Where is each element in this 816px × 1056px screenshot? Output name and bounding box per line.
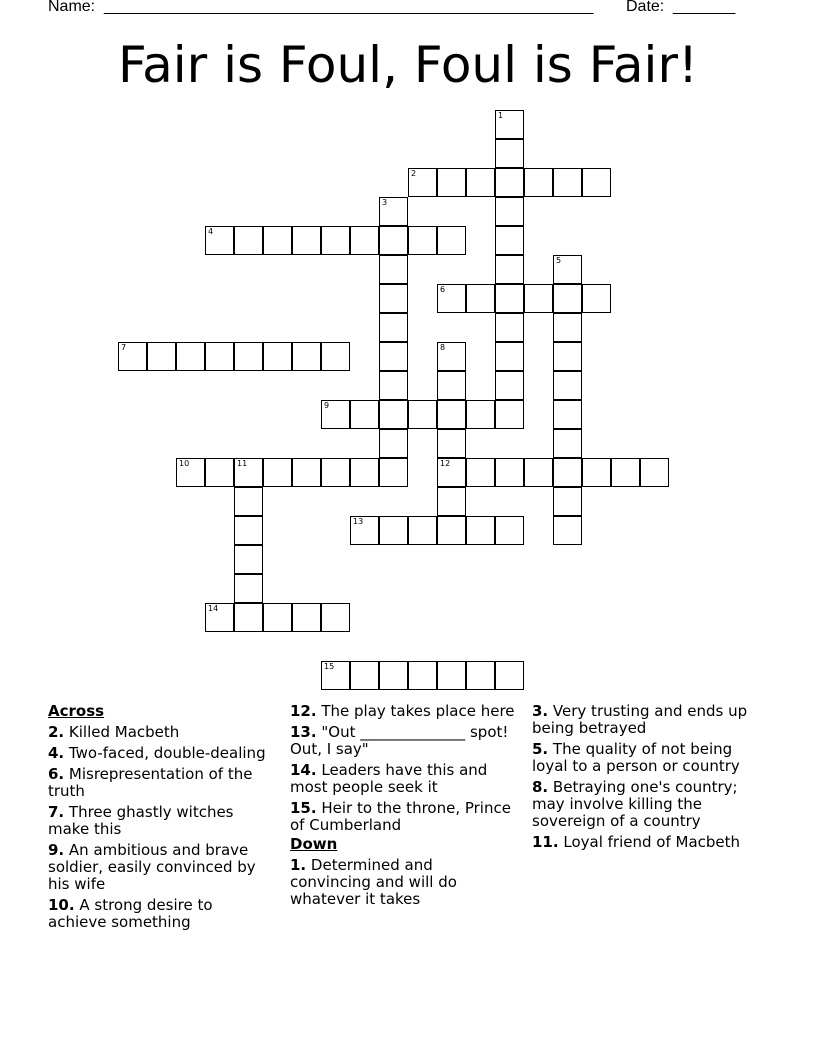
grid-cell[interactable] xyxy=(292,342,321,371)
grid-cell[interactable] xyxy=(263,603,292,632)
grid-cell[interactable] xyxy=(553,458,582,487)
grid-cell[interactable] xyxy=(495,371,524,400)
date-label: Date: xyxy=(626,0,665,15)
page-title: Fair is Foul, Foul is Fair! xyxy=(117,36,699,94)
grid-cell[interactable] xyxy=(495,661,524,690)
grid-cell[interactable] xyxy=(466,458,495,487)
grid-cell[interactable] xyxy=(582,284,611,313)
grid-cell[interactable] xyxy=(553,400,582,429)
grid-cell[interactable] xyxy=(640,458,669,487)
cell-number: 4 xyxy=(208,227,214,236)
grid-cell[interactable] xyxy=(437,661,466,690)
grid-cell[interactable] xyxy=(466,168,495,197)
grid-cell[interactable] xyxy=(205,226,234,255)
grid-cell[interactable] xyxy=(176,458,205,487)
grid-cell[interactable] xyxy=(379,313,408,342)
grid-cell[interactable] xyxy=(263,342,292,371)
across-heading: Across xyxy=(48,702,105,720)
grid-cell[interactable] xyxy=(379,284,408,313)
clue-across-10: 10. A strong desire to achieve something xyxy=(48,896,213,931)
grid-cell[interactable] xyxy=(437,516,466,545)
grid-cell[interactable] xyxy=(234,342,263,371)
clue-across-13: 13. "Out ______________ spot! Out, I say" xyxy=(290,723,509,758)
grid-cell[interactable] xyxy=(553,342,582,371)
grid-cell[interactable] xyxy=(321,226,350,255)
clue-across-7: 7. Three ghastly witches make this xyxy=(48,803,234,838)
grid-cell[interactable] xyxy=(379,226,408,255)
clue-down-1: 1. Determined and convincing and will do whatever it takes xyxy=(290,856,457,908)
clue-across-4: 4. Two-faced, double-dealing xyxy=(48,744,266,762)
grid-cell[interactable] xyxy=(234,574,263,603)
cell-number: 10 xyxy=(179,459,190,468)
date-field[interactable]: _______ xyxy=(673,0,736,15)
grid-cell[interactable] xyxy=(321,603,350,632)
grid-cell[interactable] xyxy=(466,284,495,313)
grid-cell[interactable] xyxy=(495,168,524,197)
clues-column-3 xyxy=(532,703,767,855)
grid-cell[interactable] xyxy=(437,400,466,429)
grid-cell[interactable] xyxy=(263,226,292,255)
grid-cell[interactable] xyxy=(408,661,437,690)
clue-across-6: 6. Misrepresentation of the truth xyxy=(48,765,253,800)
grid-cell[interactable] xyxy=(350,458,379,487)
cell-number: 14 xyxy=(208,604,219,613)
grid-cell[interactable] xyxy=(379,400,408,429)
grid-cell[interactable] xyxy=(582,168,611,197)
grid-cell[interactable] xyxy=(205,342,234,371)
grid-cell[interactable] xyxy=(321,342,350,371)
grid-cell[interactable] xyxy=(379,255,408,284)
grid-cell[interactable] xyxy=(379,458,408,487)
grid-cell[interactable] xyxy=(553,168,582,197)
grid-cell[interactable] xyxy=(205,603,234,632)
cell-number: 13 xyxy=(353,517,364,526)
grid-cell[interactable] xyxy=(321,661,350,690)
grid-cell[interactable] xyxy=(437,342,466,371)
grid-cell[interactable] xyxy=(350,661,379,690)
clue-across-15: 15. Heir to the throne, Prince of Cumberland xyxy=(290,799,511,834)
cell-number: 1 xyxy=(498,111,504,120)
grid-cell[interactable] xyxy=(495,516,524,545)
grid-cell[interactable] xyxy=(321,400,350,429)
cell-number: 12 xyxy=(440,459,451,468)
grid-cell[interactable] xyxy=(466,661,495,690)
grid-cell[interactable] xyxy=(495,400,524,429)
grid-cell[interactable] xyxy=(495,342,524,371)
grid-cell[interactable] xyxy=(379,429,408,458)
cell-number: 5 xyxy=(556,256,562,265)
clue-down-3: 3. Very trusting and ends up being betrayed xyxy=(532,702,748,737)
grid-cell[interactable] xyxy=(263,458,292,487)
grid-cell[interactable] xyxy=(408,226,437,255)
grid-cell[interactable] xyxy=(524,458,553,487)
grid-cell[interactable] xyxy=(553,516,582,545)
grid-cell[interactable] xyxy=(379,371,408,400)
name-field[interactable]: _______________________________________________________ xyxy=(104,0,594,15)
grid-cell[interactable] xyxy=(437,487,466,516)
cell-number: 11 xyxy=(237,459,248,468)
grid-cell[interactable] xyxy=(495,110,524,139)
grid-cell[interactable] xyxy=(437,371,466,400)
grid-cell[interactable] xyxy=(495,226,524,255)
grid-cell[interactable] xyxy=(437,429,466,458)
down-heading: Down xyxy=(290,835,338,853)
grid-cell[interactable] xyxy=(495,313,524,342)
grid-cell[interactable] xyxy=(321,458,350,487)
cell-number: 6 xyxy=(440,285,446,294)
clue-across-14: 14. Leaders have this and most people seek it xyxy=(290,761,488,796)
grid-cell[interactable] xyxy=(350,400,379,429)
grid-cell[interactable] xyxy=(379,197,408,226)
grid-cell[interactable] xyxy=(553,255,582,284)
grid-cell[interactable] xyxy=(437,168,466,197)
grid-cell[interactable] xyxy=(553,313,582,342)
grid-cell[interactable] xyxy=(234,226,263,255)
cell-number: 2 xyxy=(411,169,417,178)
cell-number: 15 xyxy=(324,662,335,671)
grid-cell[interactable] xyxy=(350,516,379,545)
grid-cell[interactable] xyxy=(118,342,147,371)
grid-cell[interactable] xyxy=(524,284,553,313)
grid-cell[interactable] xyxy=(553,487,582,516)
clues-column-2 xyxy=(290,703,515,912)
grid-cell[interactable] xyxy=(234,487,263,516)
cell-number: 7 xyxy=(121,343,127,352)
clue-down-5: 5. The quality of not being loyal to a person or country xyxy=(532,740,740,775)
clue-down-8: 8. Betraying one's country; may involve killing the sovereign of a country xyxy=(532,778,738,830)
grid-cell[interactable] xyxy=(466,400,495,429)
grid-cell[interactable] xyxy=(292,458,321,487)
grid-cell[interactable] xyxy=(495,458,524,487)
grid-cell[interactable] xyxy=(466,516,495,545)
clue-across-9: 9. An ambitious and brave soldier, easily convinced by his wife xyxy=(48,841,256,893)
grid-cell[interactable] xyxy=(379,661,408,690)
grid-cell[interactable] xyxy=(495,197,524,226)
grid-cell[interactable] xyxy=(553,371,582,400)
clue-down-11: 11. Loyal friend of Macbeth xyxy=(532,833,741,851)
grid-cell[interactable] xyxy=(234,458,263,487)
grid-cell[interactable] xyxy=(553,284,582,313)
grid-cell[interactable] xyxy=(379,342,408,371)
grid-cell[interactable] xyxy=(379,516,408,545)
grid-cell[interactable] xyxy=(408,168,437,197)
name-label: Name: xyxy=(48,0,96,15)
grid-cell[interactable] xyxy=(524,168,553,197)
grid-cell[interactable] xyxy=(437,284,466,313)
grid-cell[interactable] xyxy=(437,226,466,255)
clues-column-1 xyxy=(48,703,273,935)
grid-cell[interactable] xyxy=(350,226,379,255)
grid-cell[interactable] xyxy=(205,458,234,487)
clue-across-2: 2. Killed Macbeth xyxy=(48,723,180,741)
grid-cell[interactable] xyxy=(611,458,640,487)
cell-number: 3 xyxy=(382,198,388,207)
grid-cell[interactable] xyxy=(292,226,321,255)
grid-cell[interactable] xyxy=(234,545,263,574)
grid-cell[interactable] xyxy=(495,284,524,313)
grid-cell[interactable] xyxy=(495,139,524,168)
grid-cell[interactable] xyxy=(176,342,205,371)
grid-cell[interactable] xyxy=(234,516,263,545)
clue-across-12: 12. The play takes place here xyxy=(290,702,515,720)
cell-number: 8 xyxy=(440,343,446,352)
grid-cell[interactable] xyxy=(437,458,466,487)
grid-cell[interactable] xyxy=(553,429,582,458)
grid-cell[interactable] xyxy=(292,603,321,632)
grid-cell[interactable] xyxy=(582,458,611,487)
grid-cell[interactable] xyxy=(234,603,263,632)
grid-cell[interactable] xyxy=(495,255,524,284)
grid-cell[interactable] xyxy=(147,342,176,371)
cell-number: 9 xyxy=(324,401,330,410)
grid-cell[interactable] xyxy=(408,400,437,429)
grid-cell[interactable] xyxy=(408,516,437,545)
